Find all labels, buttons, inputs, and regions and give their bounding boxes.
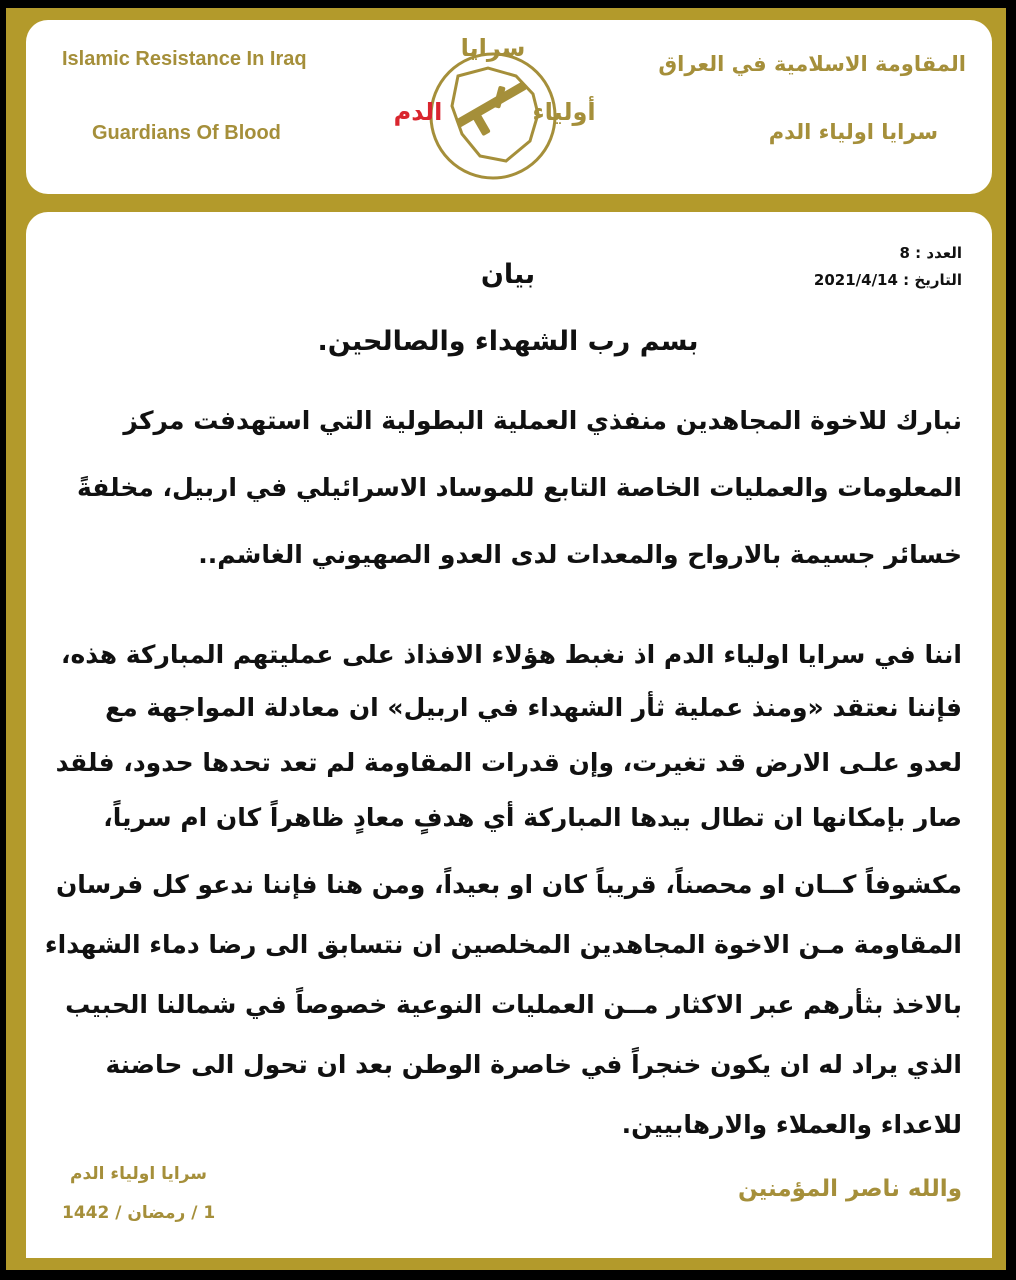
unit-name-ar: سرايا اولياء الدم [768, 120, 938, 144]
paragraph-2-line: مكشوفاً كــان او محصناً، قريباً كان او بعيداً، ومن هنا فإننا ندعو كل فرسان [55, 870, 962, 899]
paragraph-2-line: صار بإمكانها ان تطال بيدها المباركة أي هدفٍ معادٍ ظاهراً كان ام سرياً، [103, 803, 962, 832]
statement-body [26, 212, 992, 1258]
unit-name-en: Guardians Of Blood [92, 122, 281, 144]
logo-top-text: سرايا [460, 34, 526, 62]
closing-phrase: والله ناصر المؤمنين [737, 1176, 962, 1202]
paragraph-2-line: الذي يراد له ان يكون خنجراً في خاصرة الوطن بعد ان تحول الى حاضنة [105, 1050, 962, 1079]
paragraph-2-line: المقاومة مـن الاخوة المجاهدين المخلصين ان نتسابق الى رضا دماء الشهداء [44, 930, 962, 959]
signature-date: 1 / رمضان / 1442 [62, 1203, 216, 1223]
paragraph-2-line: فإننا نعتقد «ومنذ عملية ثأر الشهداء في اربيل» ان معادلة المواجهة مع [105, 693, 962, 722]
paragraph-2-line: للاعداء والعملاء والارهابيين. [621, 1110, 962, 1139]
paragraph-2-line: اننا في سرايا اولياء الدم اذ نغبط هؤلاء الافذاذ على عمليتهم المباركة هذه، [61, 640, 962, 669]
signature-unit: سرايا اولياء الدم [70, 1164, 208, 1184]
org-name-ar: المقاومة الاسلامية في العراق [658, 52, 966, 76]
logo-left-text: الدم [393, 98, 443, 126]
guardians-of-blood-logo [388, 16, 598, 188]
paragraph-1-line: المعلومات والعمليات الخاصة التابع للموساد الاسرائيلي في اربيل، مخلفةً [77, 473, 962, 502]
statement-basmala: بسم رب الشهداء والصالحين. [317, 326, 699, 357]
statement-number: العدد : 8 [899, 244, 962, 262]
paragraph-2-line: لعدو علـى الارض قد تغيرت، وإن قدرات المقاومة لم تعد تحدها حدود، فلقد [55, 748, 962, 777]
logo-right-text: أولياء [532, 98, 596, 126]
org-name-en: Islamic Resistance In Iraq [62, 48, 307, 70]
paragraph-1-line: نبارك للاخوة المجاهدين منفذي العملية البطولية التي استهدفت مركز [123, 406, 962, 435]
paragraph-1-line: خسائر جسيمة بالارواح والمعدات لدى العدو الصهيوني الغاشم.. [198, 540, 962, 569]
paragraph-2-line: بالاخذ بثأرهم عبر الاكثار مــن العمليات النوعية خصوصاً في شمالنا الحبيب [65, 990, 962, 1019]
statement-title: بيان [480, 259, 536, 290]
statement-date: التاريخ : 2021/4/14 [813, 271, 962, 289]
